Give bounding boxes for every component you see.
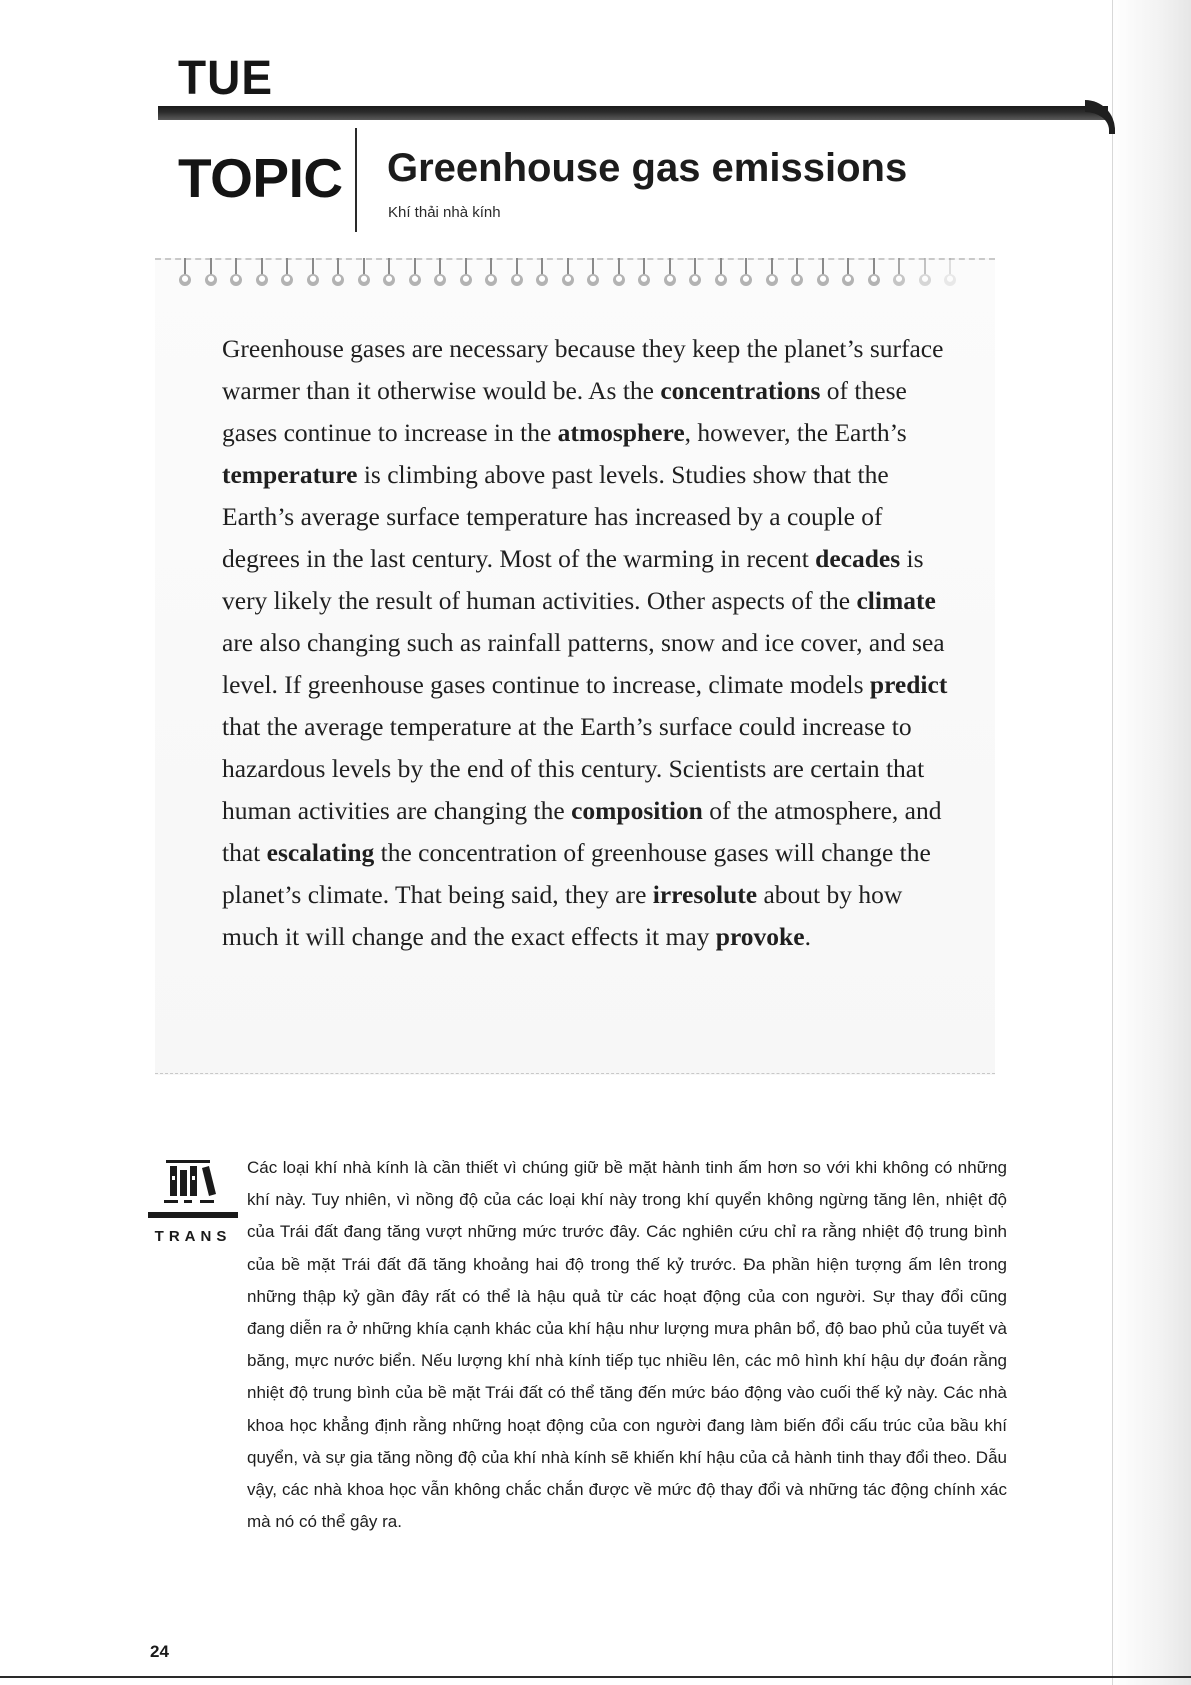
passage-text: the concentration of greenhouse gases will change the planet’s climate. That being said, they are bbox=[222, 838, 931, 909]
binder-ring-icon bbox=[637, 258, 651, 288]
books-icon bbox=[148, 1142, 238, 1222]
keyword: composition bbox=[571, 796, 703, 825]
keyword: provoke bbox=[715, 922, 805, 951]
keyword: decades bbox=[815, 544, 901, 573]
notepad-bottom-edge bbox=[155, 1073, 995, 1074]
bottom-rule bbox=[0, 1676, 1191, 1678]
binder-ring-icon bbox=[433, 258, 447, 288]
binder-ring-icon bbox=[357, 258, 371, 288]
binder-ring-icon bbox=[892, 258, 906, 288]
binder-ring-icon bbox=[943, 258, 957, 288]
binder-ring-icon bbox=[280, 258, 294, 288]
binder-ring-icon bbox=[204, 258, 218, 288]
binder-ring-icon bbox=[459, 258, 473, 288]
passage-text: that the average temperature at the Earth’s surface could increase to hazardous levels by the end of this century. Scientists are certain that human activities are changing the bbox=[222, 712, 925, 825]
passage-text: . bbox=[804, 922, 811, 951]
passage-text: of the atmosphere, and that bbox=[222, 796, 942, 867]
binder-ring-icon bbox=[816, 258, 830, 288]
keyword: temperature bbox=[222, 460, 358, 489]
binder-ring-icon bbox=[612, 258, 626, 288]
keyword: escalating bbox=[266, 838, 375, 867]
page-edge-shadow bbox=[1111, 0, 1191, 1685]
binder-ring-icon bbox=[229, 258, 243, 288]
reading-passage bbox=[222, 328, 952, 958]
keyword: climate bbox=[856, 586, 936, 615]
translation-badge bbox=[148, 1142, 238, 1252]
keyword: irresolute bbox=[652, 880, 758, 909]
binder-ring-icon bbox=[867, 258, 881, 288]
keyword: concentrations bbox=[660, 376, 821, 405]
passage-text: is very likely the result of human activities. Other aspects of the bbox=[222, 544, 924, 615]
translation-label: TRANS bbox=[154, 1228, 232, 1245]
keyword: predict bbox=[869, 670, 948, 699]
binder-ring-icon bbox=[306, 258, 320, 288]
binder-ring-icon bbox=[714, 258, 728, 288]
binder-ring-icon bbox=[663, 258, 677, 288]
passage-text: are also changing such as rainfall patterns, snow and ice cover, and sea level. If greenhouse gases continue to increase, climate models bbox=[222, 628, 945, 699]
keyword: atmosphere bbox=[557, 418, 685, 447]
page-edge-line bbox=[1112, 0, 1113, 1685]
binder-ring-icon bbox=[331, 258, 345, 288]
passage-text: about by how much it will change and the exact effects it may bbox=[222, 880, 903, 951]
binder-ring-icon bbox=[178, 258, 192, 288]
binder-ring-icon bbox=[382, 258, 396, 288]
topic-label: TOPIC bbox=[178, 147, 343, 209]
binder-ring-icon bbox=[688, 258, 702, 288]
header-rule bbox=[158, 106, 1108, 120]
topic-title: Greenhouse gas emissions bbox=[387, 146, 908, 190]
passage-text: is climbing above past levels. Studies show that the Earth’s average surface temperature has increased by a couple of degrees in the last century. Most of the warming in recent bbox=[222, 460, 889, 573]
day-label: TUE bbox=[178, 49, 273, 105]
binder-ring-icon bbox=[255, 258, 269, 288]
binder-ring-icon bbox=[484, 258, 498, 288]
binder-ring-icon bbox=[535, 258, 549, 288]
binder-ring-icon bbox=[765, 258, 779, 288]
passage-text: of these gases continue to increase in the bbox=[222, 376, 907, 447]
page-number: 24 bbox=[150, 1642, 169, 1661]
binder-ring-icon bbox=[739, 258, 753, 288]
binder-ring-icon bbox=[790, 258, 804, 288]
binder-rings bbox=[178, 258, 978, 294]
binder-ring-icon bbox=[918, 258, 932, 288]
binder-ring-icon bbox=[561, 258, 575, 288]
passage-text: , however, the Earth’s bbox=[684, 418, 907, 447]
topic-divider bbox=[355, 128, 357, 232]
binder-ring-icon bbox=[841, 258, 855, 288]
passage-text: Greenhouse gases are necessary because they keep the planet’s surface warmer than it otherwise would be. As the bbox=[222, 334, 944, 405]
binder-ring-icon bbox=[408, 258, 422, 288]
translation-text: Các loại khí nhà kính là cần thiết vì chúng giữ bề mặt hành tinh ấm hơn so với khi không có những khí này. Tuy nhiên, vì nồng độ của các loại khí này trong khí quyển không ngừng tăng lên, nhiệt độ của Trái đất đang tăng vượt những mức trước đây. Các nghiên cứu chỉ ra rằng nhiệt độ trung bình của bề mặt Trái đất đã tăng khoảng hai độ trong thế kỷ trước. Đa phần hiện tượng ấm lên trong những thập kỷ gần đây rất có thể là hậu quả từ các hoạt động của con người. Sự thay đổi cũng đang diễn ra ở những khía cạnh khác của khí hậu như lượng mưa phân bổ, độ bao phủ của tuyết và băng, mực nước biển. Nếu lượng khí nhà kính tiếp tục nhiều lên, các mô hình khí hậu dự đoán rằng nhiệt độ trung bình của bề mặt Trái đất có thể tăng đến mức báo động vào cuối thế kỷ này. Các nhà khoa học khẳng định rằng những hoạt động của con người đang làm biến đổi cấu trúc của bầu khí quyển, và sự gia tăng nồng độ của khí nhà kính sẽ khiến khí hậu của cả hành tinh thay đổi theo. Dẫu vậy, các nhà khoa học vẫn không chắc chắn được về mức độ thay đổi và những tác động chính xác mà nó có thể gây ra. bbox=[247, 1158, 1007, 1532]
binder-ring-icon bbox=[586, 258, 600, 288]
topic-subtitle: Khí thải nhà kính bbox=[388, 204, 501, 221]
binder-ring-icon bbox=[510, 258, 524, 288]
